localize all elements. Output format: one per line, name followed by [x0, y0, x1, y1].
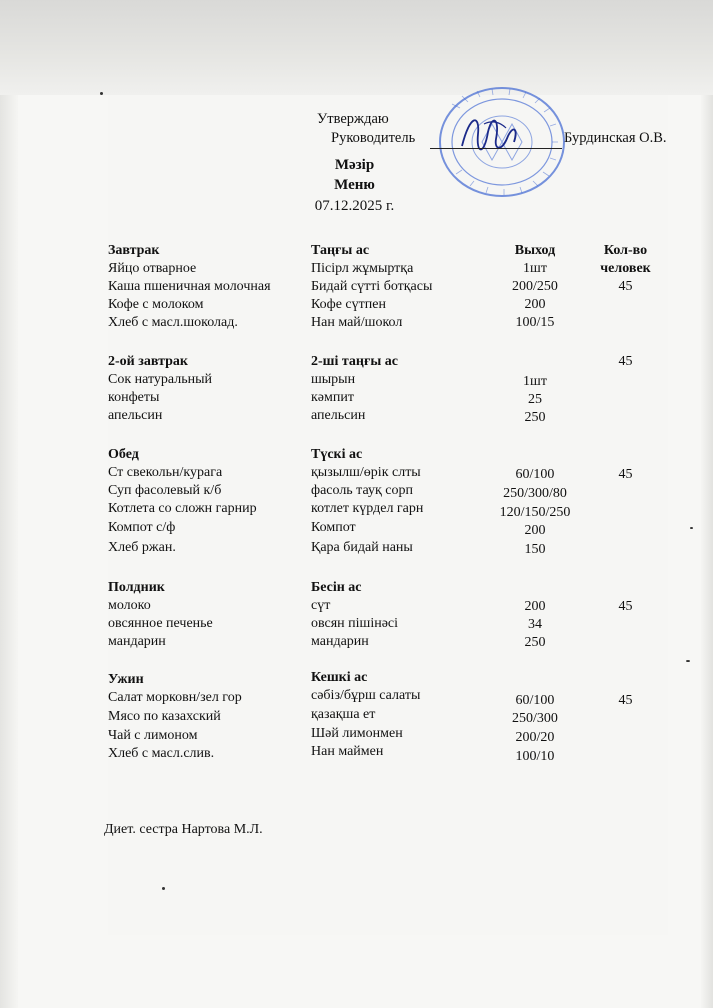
- signature-line: [430, 148, 562, 149]
- dish-ru: Суп фасолевый к/б: [108, 483, 222, 498]
- meal-count: 45: [618, 693, 633, 708]
- dish-yield: 250/300: [512, 711, 558, 726]
- meal-title-ru: Полдник: [108, 580, 165, 595]
- meal-title-kz: Кешкі ас: [311, 670, 368, 685]
- dish-kz: Кофе сүтпен: [311, 297, 386, 312]
- dish-ru: овсянное печенье: [108, 616, 213, 631]
- meal-title-kz: Бесін ас: [311, 580, 362, 595]
- approve-label: Утверждаю: [317, 111, 389, 127]
- dish-yield: 150: [524, 542, 546, 557]
- meal-count: 45: [618, 279, 633, 294]
- meal-count: 45: [618, 354, 633, 369]
- dish-ru: Каша пшеничная молочная: [108, 279, 271, 294]
- dish-ru: апельсин: [108, 408, 163, 423]
- dish-kz: апельсин: [311, 408, 366, 423]
- scan-speck: [100, 92, 103, 95]
- dish-kz: Қара бидай наны: [311, 540, 413, 555]
- dish-kz: фасоль тауқ сорп: [311, 483, 413, 498]
- header-yield: Выход: [514, 243, 556, 258]
- dish-yield: 250/300/80: [503, 486, 567, 501]
- dish-kz: қызылш/өрік слты: [311, 465, 421, 480]
- scan-speck: [686, 660, 690, 662]
- scan-speck: [162, 887, 165, 890]
- dish-ru: Яйцо отварное: [108, 261, 197, 276]
- dish-ru: молоко: [108, 598, 151, 613]
- menu-date: 07.12.2025 г.: [314, 198, 395, 214]
- dish-ru: Мясо по казахский: [108, 709, 221, 724]
- dish-kz: қазақша ет: [311, 707, 376, 722]
- dish-kz: кәмпит: [311, 390, 354, 405]
- meal-title-ru: Обед: [108, 447, 139, 462]
- dish-yield: 250: [524, 635, 546, 650]
- dish-ru: мандарин: [108, 634, 166, 649]
- meal-title-kz: 2-ші таңғы ас: [311, 354, 398, 369]
- title-kz: Мәзір: [334, 157, 375, 173]
- dish-ru: Хлеб с масл.слив.: [108, 746, 215, 761]
- dish-ru: Сок натуральный: [108, 372, 213, 387]
- scan-right-edge: [701, 95, 713, 1008]
- dish-yield: 1шт: [523, 261, 547, 276]
- dish-kz: Нан маймен: [311, 744, 384, 759]
- dish-kz: сәбіз/бұрш салаты: [311, 688, 421, 703]
- dish-kz: шырын: [311, 372, 356, 387]
- scan-left-edge: [0, 95, 18, 1008]
- dish-ru: Котлета со сложн гарнир: [108, 501, 257, 516]
- dish-kz: Бидай сүтті ботқасы: [311, 279, 433, 294]
- dish-yield: 200/20: [515, 730, 555, 745]
- dish-ru: Ст свекольн/курага: [108, 465, 223, 480]
- dish-yield: 25: [528, 392, 542, 407]
- dish-kz: мандарин: [311, 634, 369, 649]
- dietitian-signature: Диет. сестра Нартова М.Л.: [104, 822, 263, 837]
- dish-yield: 250: [524, 410, 546, 425]
- director-position: Руководитель: [331, 130, 416, 146]
- dish-yield: 1шт: [523, 374, 547, 389]
- meal-count: 45: [618, 599, 633, 614]
- dish-kz: Нан май/шокол: [311, 315, 403, 330]
- dish-ru: Салат морковн/зел гор: [108, 690, 242, 705]
- dish-yield: 60/100: [515, 693, 555, 708]
- header-count: Кол-во человек: [600, 243, 651, 276]
- dish-ru: Чай с лимоном: [108, 728, 198, 743]
- scan-top-shadow: [0, 0, 713, 95]
- dish-kz: Компот: [311, 520, 356, 535]
- dish-yield: 200: [524, 599, 546, 614]
- title-ru: Меню: [334, 177, 375, 193]
- dish-yield: 200/250: [512, 279, 558, 294]
- meal-title-ru: Ужин: [108, 672, 144, 687]
- meal-title-kz: Таңғы ас: [311, 243, 370, 258]
- dish-yield: 120/150/250: [499, 505, 571, 520]
- dish-ru: Кофе с молоком: [108, 297, 204, 312]
- dish-yield: 200: [524, 523, 546, 538]
- scan-speck: [690, 527, 693, 529]
- meal-title-kz: Түскі ас: [311, 447, 363, 462]
- dish-yield: 34: [528, 617, 542, 632]
- dish-ru: Хлеб с масл.шоколад.: [108, 315, 238, 330]
- dish-ru: Компот с/ф: [108, 520, 176, 535]
- dish-ru: конфеты: [108, 390, 160, 405]
- dish-kz: сүт: [311, 598, 331, 613]
- dish-yield: 100/10: [515, 749, 555, 764]
- dish-kz: Шәй лимонмен: [311, 726, 403, 741]
- dish-yield: 200: [524, 297, 546, 312]
- dish-kz: овсян пішінәсі: [311, 616, 399, 631]
- dish-kz: котлет күрдел гарн: [311, 501, 424, 516]
- director-name: Бурдинская О.В.: [564, 130, 667, 146]
- dish-yield: 60/100: [515, 467, 555, 482]
- dish-ru: Хлеб ржан.: [108, 540, 176, 555]
- meal-title-ru: Завтрак: [108, 243, 160, 258]
- meal-count: 45: [618, 467, 633, 482]
- meal-title-ru: 2-ой завтрак: [108, 354, 188, 369]
- dish-kz: Пісірл жұмыртқа: [311, 261, 414, 276]
- dish-yield: 100/15: [515, 315, 555, 330]
